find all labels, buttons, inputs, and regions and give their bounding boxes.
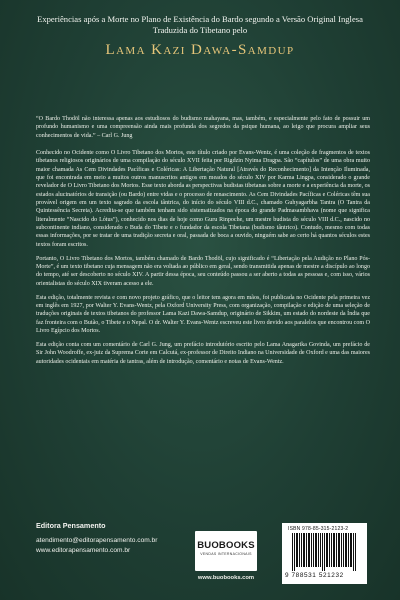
author-name: Lama Kazi Dawa-Samdup (105, 42, 295, 58)
barcode-digits: 9 788531 521232 (285, 572, 344, 579)
buobooks-wordmark (195, 540, 257, 551)
publisher-website[interactable]: www.editorapensamento.com.br (36, 547, 131, 554)
back-cover-blurb (36, 115, 370, 372)
blurb-paragraph: Conhecido no Ocidente como O Livro Tibetano dos Mortos, este título criado por Evans-Wentz, é uma coleção de fragmentos de textos tibetanos religiosos originários de uma compilação do século XVII feita por Rigdzin Nyima Dragpa. São “capítulos” de uma obra muito maior chamada As Cem Divindades Pacíficas e Coléricas: A Libertação Natural [Através do Reconhecimento] da Intenção Iluminada, que foi encontrada em meio a muitos outros manuscritos antigos em meados do século XIV por Karma Lingpa, considerado o grande revelador de O Livro Tibetano dos Mortos. Esse texto aborda as perspectivas budistas tibetanas sobre a morte e a experiência da morte, os estados alucinatórios de transição (ou Bardo) entre vidas e o processo de renascimento. As Cem Divindades Pacíficas e Coléricas têm sua provável origem em um texto sagrado da escola tântrica, do início do século VIII d.C., chamado Guhyagarbha Tantra (O Tantra da Quintessência Secreta). Acredita-se que também tenham sido sistematizados na época do grande Padmasambhava (nome que significa literalmente “Nascido do Lótus”), conhecido nos dias de hoje como Guru Rinpoche, um mestre budista do século VIII d.C., nascido no subcontinente indiano, considerado o Buda do Tibete e o fundador da escola Tibetana (budismo tântrico). Contudo, mesmo com todas essas informações, por se tratar de uma tradição secreta e oral, passada de boca a ouvido, ninguém sabe ao certo há quantos séculos estes textos foram escritos. (36, 150, 370, 248)
blurb-paragraph: Portanto, O Livro Tibetano dos Mortos, também chamado de Bardo Thodöl, cujo significado é “Libertação pela Audição no Plano Pós-Morte”, é um texto tibetano cuja mensagem não era voltada ao público em geral, sendo transmitida apenas de mestre a discípulo ao longo do tempo, até ser descoberto no século XIV. A partir dessa época, seu conteúdo passou a ser aberto a todas as pessoas e, com isso, vários orientalistas do século XIX tiveram acesso a ele. (36, 255, 370, 287)
buobooks-tagline: VENDAS INTERNACIONAIS (200, 552, 252, 556)
isbn-barcode (282, 523, 367, 584)
publisher-email[interactable]: atendimento@editorapensamento.com.br (36, 537, 158, 544)
buobooks-website[interactable]: www.buobooks.com (197, 575, 255, 581)
buobooks-wordmark-text: BUOBOOKS (197, 540, 255, 551)
jung-quote: “O Bardo Thodöl não interessa apenas aos estudiosos do budismo mahayana, mas, também, e especialmente pelo fato de possuir um profundo humanismo e uma compreensão ainda mais profunda dos segredos da psique humana, ao leigo que procura ampliar seus conhecimentos de vida.” – Carl G. Jung (36, 116, 370, 139)
cover-header (28, 14, 372, 59)
isbn-number: ISBN 978-85-315-2123-2 (288, 526, 349, 532)
subtitle: Experiências após a Morte no Plano de Existência do Bardo segundo a Versão Original Inglesa Traduzida do Tibetano pelo (37, 14, 363, 35)
publisher-name: Editora Pensamento (36, 521, 106, 530)
blurb-paragraph: Esta edição, totalmente revista e com novo projeto gráfico, que o leitor tem agora em mãos, foi publicada no Ocidente pela primeira vez em inglês em 1927, por Walter Y. Evans-Wentz, pela Oxford University Press, com organização, compilação e edição de uma seleção de traduções originais de textos tibetanos do professor Lama Kazi Dawa-Samdup, originário de Sikkim, um estado do nordeste da Índia que faz fronteira com o Butão, o Tibete e o Nepal. O dr. Walter Y. Evans-Wentz escreveu este livro devido aos paralelos que encontrou com O Livro Egípcio dos Mortos. (36, 294, 370, 335)
barcode-icon (292, 533, 358, 571)
publisher-info (36, 521, 157, 556)
blurb-paragraph: Esta edição conta com um comentário de Carl G. Jung, um prefácio introdutório escrito pelo Lama Anagarika Govinda, um prefácio de Sir John Woodroffe, ex-juiz da Suprema Corte em Calcutá, ex-professor de Direito Indiano na Universidade de Oxford e uma das maiores autoridades ocidentais em matéria de tantras, além de introdução, comentário e notas de Evans-Wentz. (36, 342, 370, 365)
buobooks-logo (195, 531, 257, 571)
